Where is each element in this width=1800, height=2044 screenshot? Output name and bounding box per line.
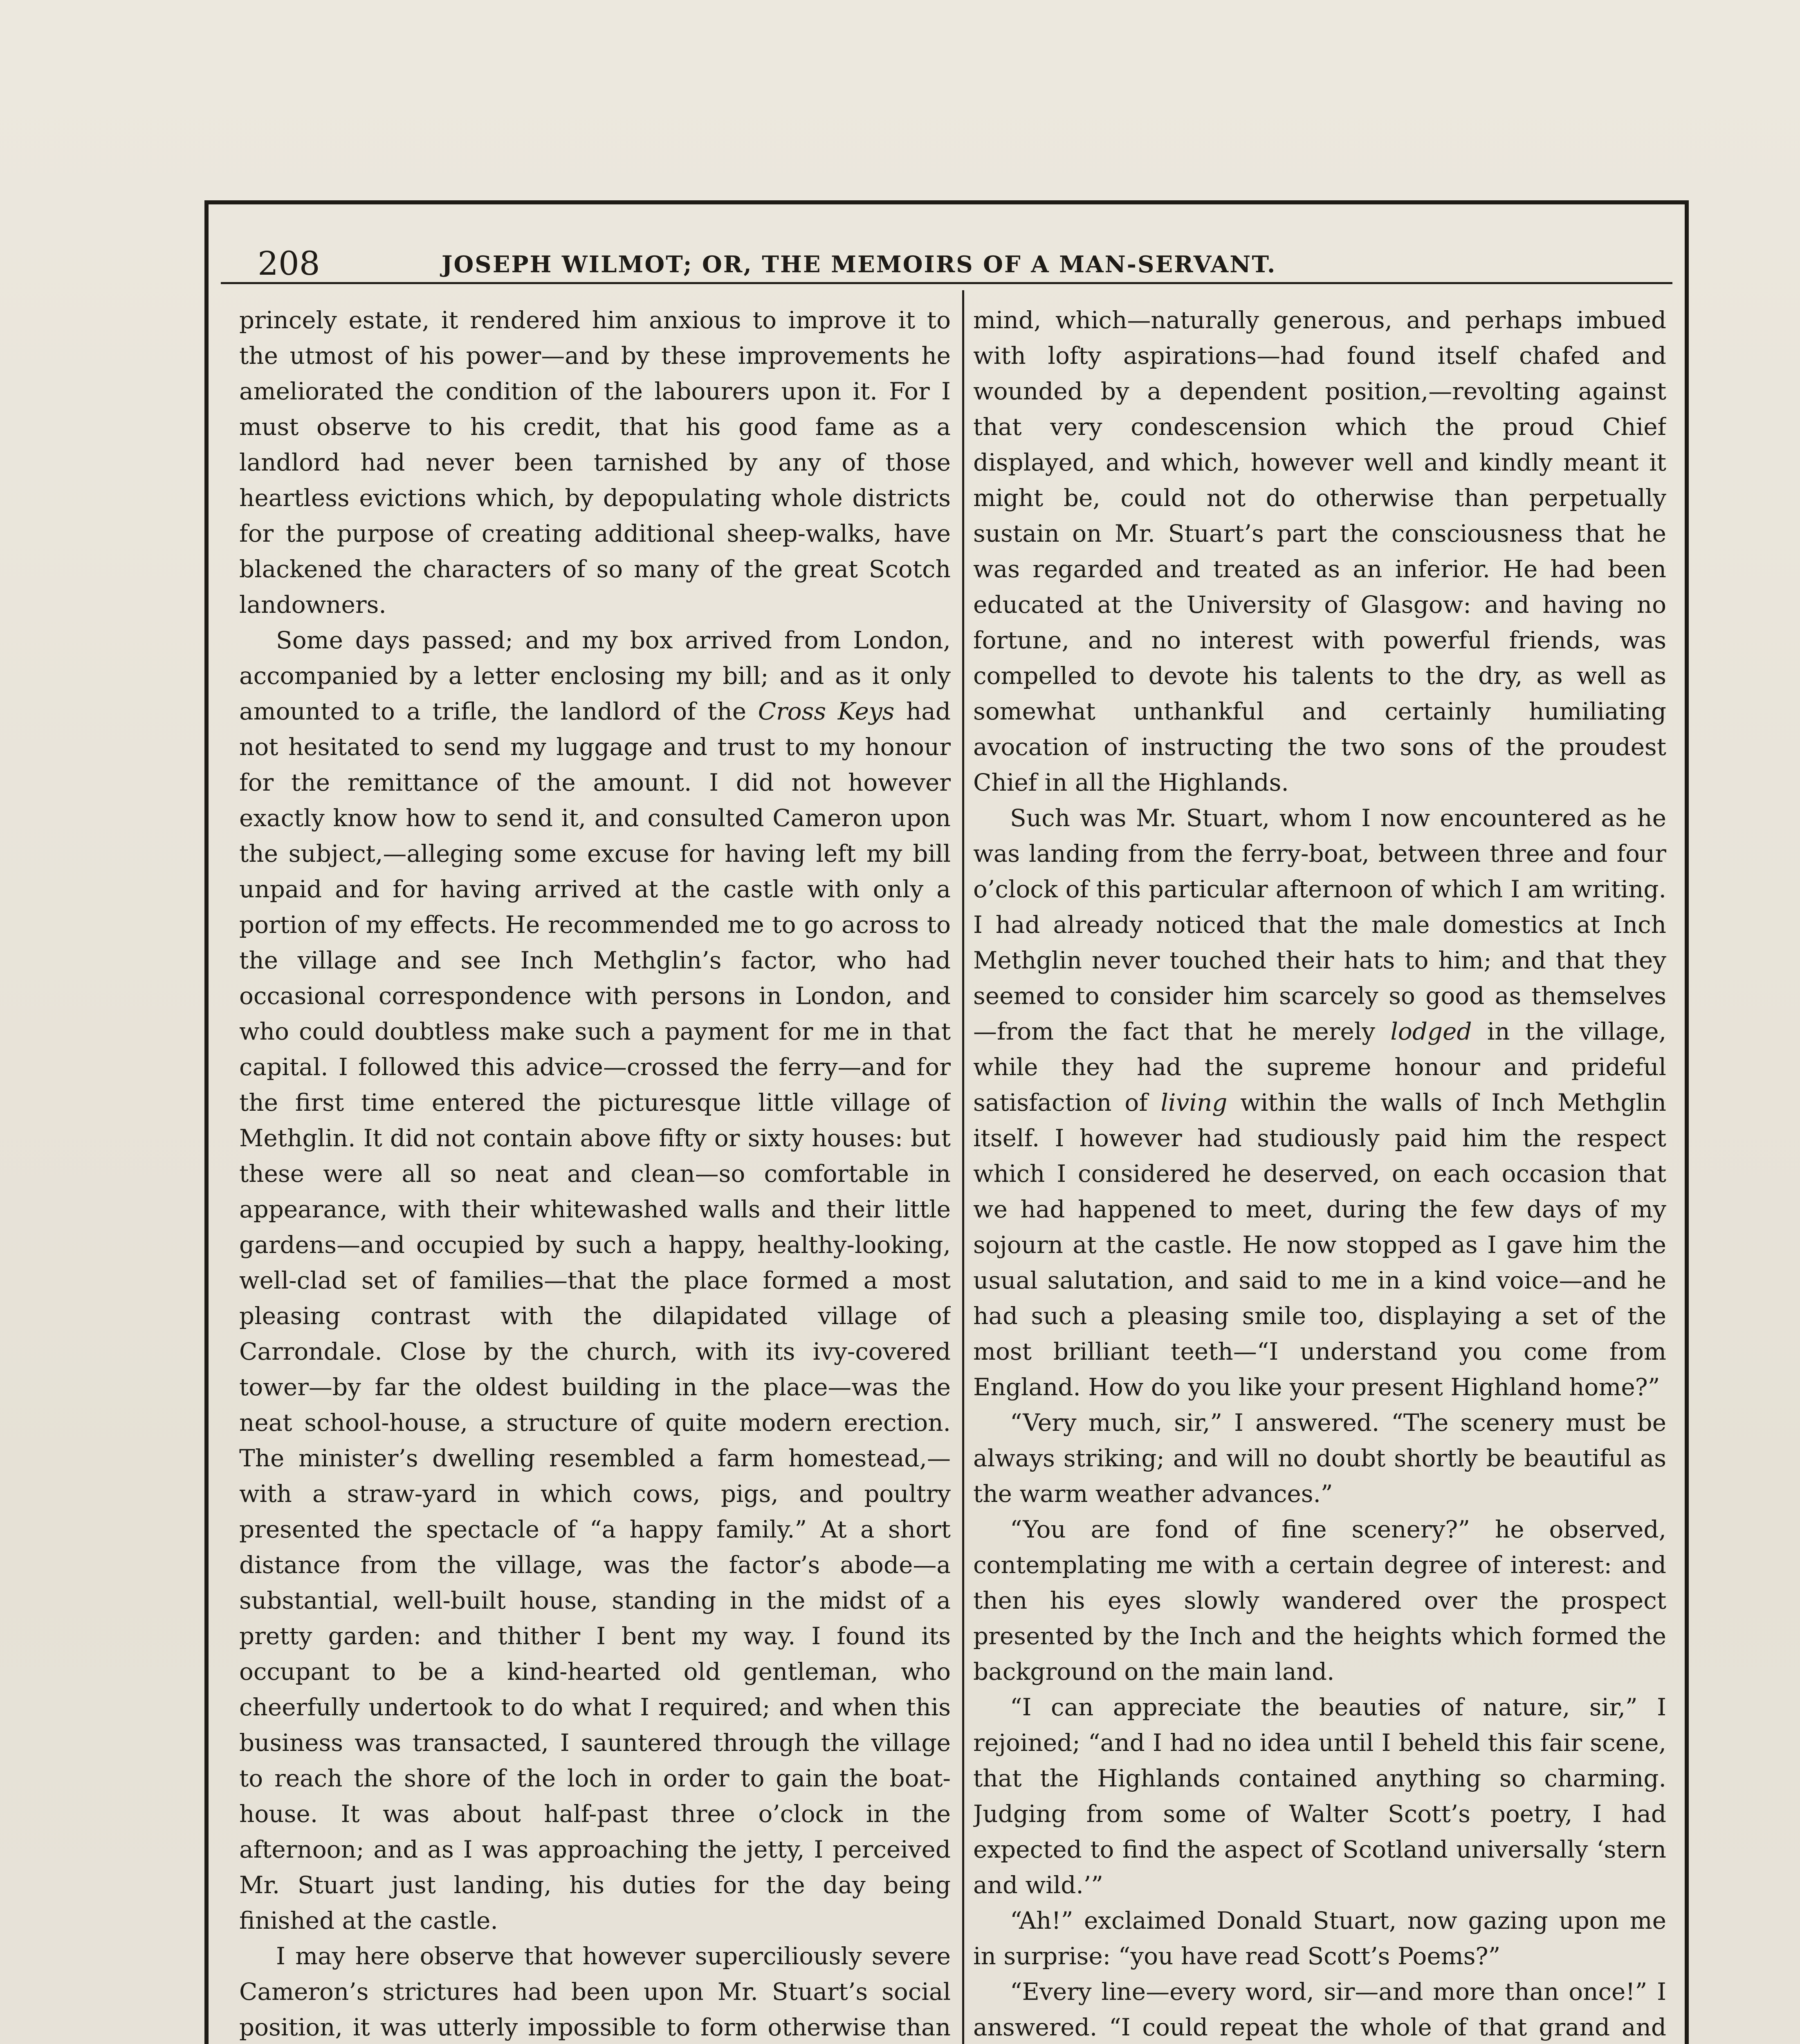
paragraph: mind, which—naturally generous, and perhaps imbued with lofty aspirations—had found itself chafed and wounded by a dependent position,—revolting against that very condescension which the proud Chief displayed, and which, however well and kindly meant it might be, could not do otherwise than perpetually sustain on Mr. Stuart’s part the consciousness that he was regarded and treated as an inferior. He had been educated at the University of Glasgow: and having no fortune, and no interest with powerful friends, was compelled to devote his talents to the dry, as well as somewhat unthankful and certainly humiliating avocation of instructing the two sons of the proudest Chief in all the Highlands. [973, 306, 1666, 796]
paragraph: Some days passed; and my box arrived from London, accompanied by a letter enclosing my bill; and as it only amounted to a trifle, the landlord of the Cross Keys had not hesitated to send my luggage and trust to my honour for the remittance of the amount. I did not however exactly know how to send it, and consulted Cameron upon the subject,—alleging some excuse for having left my bill unpaid and for having arrived at the castle with only a portion of my effects. He recommended me to go across to the village and see Inch Methglin’s factor, who had occasional correspondence with persons in London, and who could doubtless make such a payment for me in that capital. I followed this advice—crossed the ferry—and for the first time entered the picturesque little village of Methglin. It did not contain above fifty or sixty houses: but these were all so neat and clean—so comfortable in appearance, with their whitewashed walls and their little gardens—and occupied by such a happy, healthy-looking, well-clad set of families—that the place formed a most pleasing contrast with the dilapidated village of Carrondale. Close by the church, with its ivy-covered tower—by far the oldest building in the place—was the neat school-house, a structure of quite modern erection. The minister’s dwelling resembled a farm homestead,—with a straw-yard in which cows, pigs, and poultry presented the spectacle of “a happy family.” At a short distance from the village, was the factor’s abode—a substantial, well-built house, standing in the midst of a pretty garden: and thither I bent my way. I found its occupant to be a kind-hearted old gentleman, who cheerfully undertook to do what I required; and when this business was transacted, I sauntered through the village to reach the shore of the loch in order to gain the boat-house. It was about half-past three o’clock in the afternoon; and as I was approaching the jetty, I perceived Mr. Stuart just landing, his duties for the day being finished at the castle. [239, 626, 951, 1934]
paragraph: “I can appreciate the beauties of nature, sir,” I rejoined; “and I had no idea until I beheld this fair scene, that the Highlands contained anything so charming. Judging from some of Walter Scott’s poetry, I had expected to find the aspect of Scotland universally ‘stern and wild.’” [973, 1693, 1666, 1899]
paragraph: princely estate, it rendered him anxious to improve it to the utmost of his power—and by these improvements he ameliorated the condition of the labourers upon it. For I must observe to his credit, that his good fame as a landlord had never been tarnished by any of those heartless evictions which, by depopulating whole districts for the purpose of creating additional sheep-walks, have blackened the characters of so many of the great Scotch landowners. [239, 306, 951, 619]
left-column [239, 303, 951, 2044]
paragraph: I may here observe that however superciliously severe Cameron’s strictures had been upon Mr. Stuart’s social position, it was utterly impossible to form otherwise than [239, 1942, 951, 2041]
page-frame [204, 200, 1689, 2044]
page-header [221, 241, 1672, 294]
right-column [973, 303, 1666, 2044]
paragraph: “Every line—every word, sir—and more than once!” I answered. “I could repeat the whole of that grand and [973, 1978, 1666, 2041]
paragraph: Such was Mr. Stuart, whom I now encountered as he was landing from the ferry-boat, between three and four o’clock of this particular afternoon of which I am writing. I had already noticed that the male domestics at Inch Methglin never touched their hats to him; and that they seemed to consider him scarcely so good as themselves—from the fact that he merely lodged in the village, while they had the supreme honour and prideful satisfaction of living within the walls of Inch Methglin itself. I however had studiously paid him the respect which I considered he deserved, on each occasion that we had happened to meet, during the few days of my sojourn at the castle. He now stopped as I gave him the usual salutation, and said to me in a kind voice—and he had such a pleasing smile too, displaying a set of the most brilliant teeth—“I understand you come from England. How do you like your present Highland home?” [973, 804, 1666, 1401]
running-head: JOSEPH WILMOT; OR, THE MEMOIRS OF A MAN-SERVANT. [442, 251, 1277, 278]
page-number: 208 [258, 244, 320, 282]
column-divider [962, 290, 964, 2044]
paragraph: “Very much, sir,” I answered. “The scenery must be always striking; and will no doubt shortly be beautiful as the warm weather advances.” [973, 1409, 1666, 1508]
header-rule [221, 282, 1672, 284]
paragraph: “Ah!” exclaimed Donald Stuart, now gazing upon me in surprise: “you have read Scott’s Poems?” [973, 1907, 1666, 1970]
paragraph: “You are fond of fine scenery?” he observed, contemplating me with a certain degree of interest: and then his eyes slowly wandered over the prospect presented by the Inch and the heights which formed the background on the main land. [973, 1515, 1666, 1685]
